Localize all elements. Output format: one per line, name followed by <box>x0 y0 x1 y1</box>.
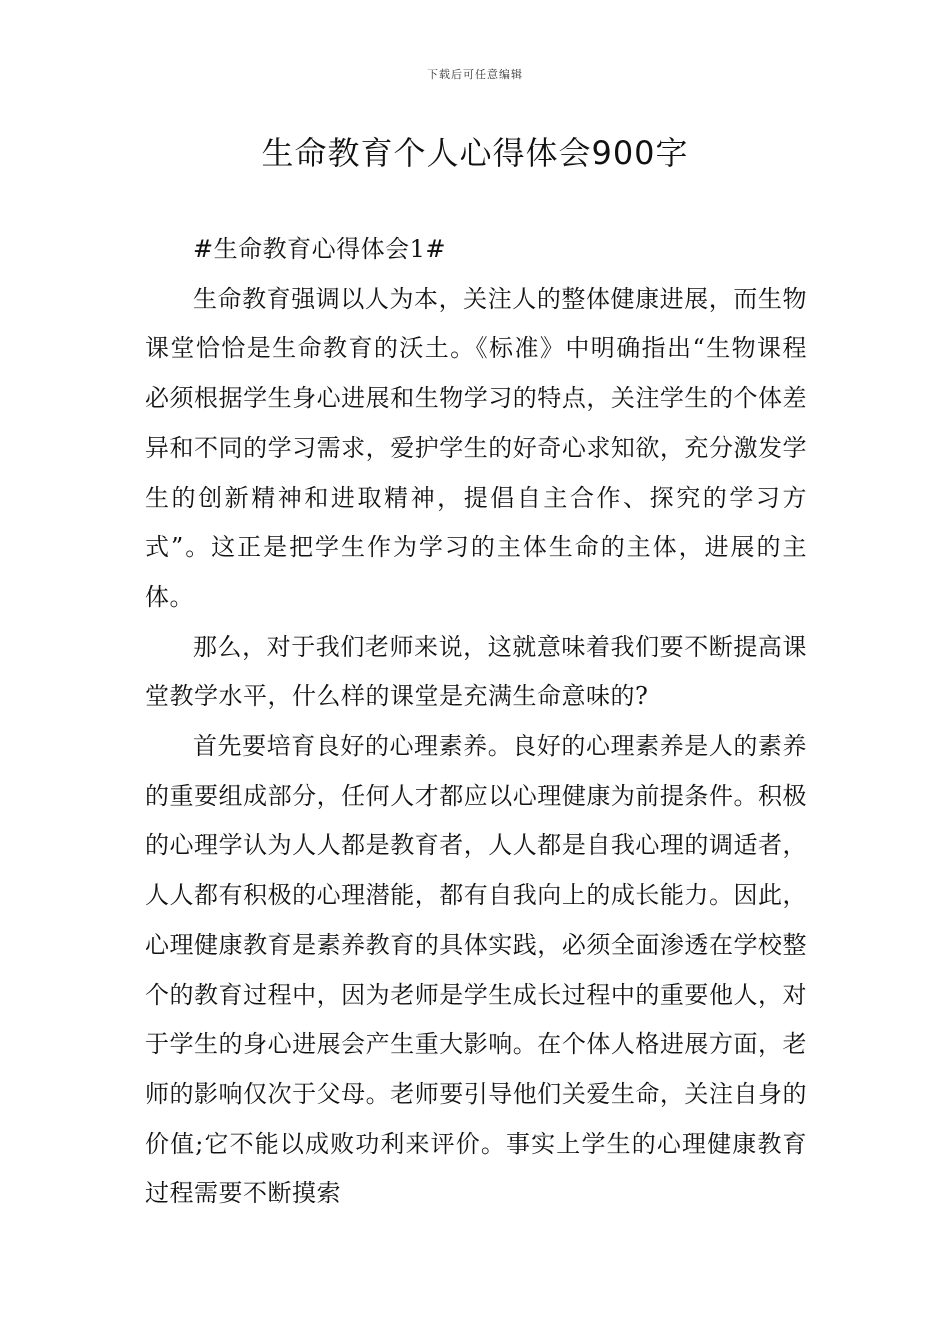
section-heading: #生命教育心得体会1# <box>193 235 446 263</box>
body-paragraph: 生命教育强调以人为本，关注人的整体健康进展，而生物课堂恰恰是生命教育的沃土。《标准》中明确指出“生物课程必须根据学生身心进展和生物学习的特点，关注学生的个体差异和不同的学习需求，爱护学生的好奇心求知欲，充分激发学生的创新精神和进取精神，提倡自主合作、探究的学习方式”。这正是把学生作为学习的主体生命的主体，进展的主体。 <box>145 284 807 611</box>
document-title: 生命教育个人心得体会900字 <box>261 134 689 172</box>
body-paragraph: 首先要培育良好的心理素养。良好的心理素养是人的素养的重要组成部分，任何人才都应以心理健康为前提条件。积极的心理学认为人人都是教育者，人人都是自我心理的调适者，人人都有积极的心理潜能，都有自我向上的成长能力。因此，心理健康教育是素养教育的具体实践，必须全面渗透在学校整个的教育过程中，因为老师是学生成长过程中的重要他人，对于学生的身心进展会产生重大影响。在个体人格进展方面，老师的影响仅次于父母。老师要引导他们关爱生命，关注自身的价值;它不能以成败功利来评价。事实上学生的心理健康教育过程需要不断摸索 <box>145 732 807 1208</box>
body-paragraph: 那么，对于我们老师来说，这就意味着我们要不断提高课堂教学水平，什么样的课堂是充满生命意味的? <box>145 632 807 711</box>
header-note: 下载后可任意编辑 <box>427 68 523 81</box>
document-body <box>145 225 807 1219</box>
